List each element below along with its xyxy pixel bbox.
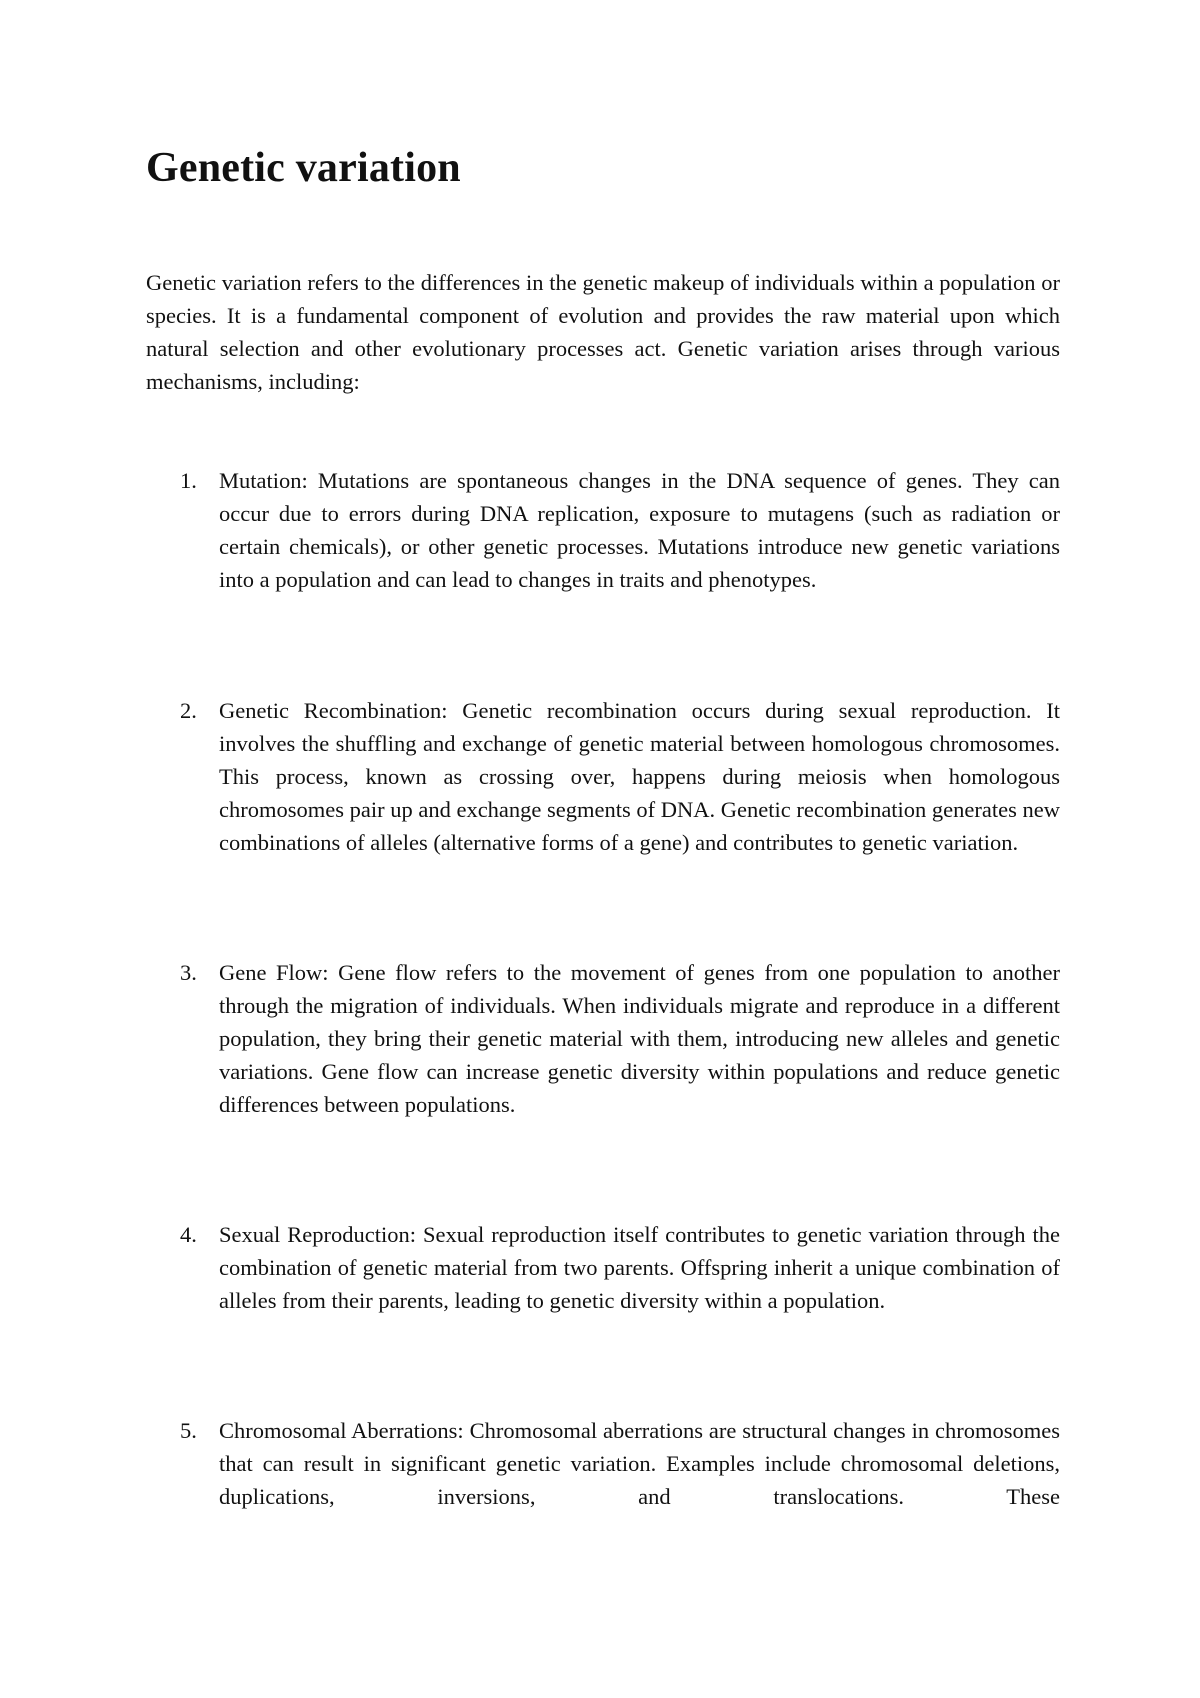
list-item: [146, 1414, 1060, 1513]
list-item-number: 1.: [180, 468, 197, 493]
list-item-number: 5.: [180, 1418, 197, 1443]
list-item-text: Mutation: Mutations are spontaneous changes in the DNA sequence of genes. They can occur due to errors during DNA replication, exposure to mutagens (such as radiation or certain chemicals), or other genetic processes. Mutations introduce new genetic variations into a population and can lead to changes in traits and phenotypes.: [219, 468, 1060, 592]
list-item-text: Genetic Recombination: Genetic recombination occurs during sexual reproduction. It involves the shuffling and exchange of genetic material between homologous chromosomes. This process, known as crossing over, happens during meiosis when homologous chromosomes pair up and exchange segments of DNA. Genetic recombination generates new combinations of alleles (alternative forms of a gene) and contributes to genetic variation.: [219, 698, 1060, 855]
list-item-text: Sexual Reproduction: Sexual reproduction itself contributes to genetic variation through the combination of genetic material from two parents. Offspring inherit a unique combination of alleles from their parents, leading to genetic diversity within a population.: [219, 1222, 1060, 1313]
list-item: [146, 1218, 1060, 1317]
intro-paragraph: Genetic variation refers to the differences in the genetic makeup of individuals within a population or species. It is a fundamental component of evolution and provides the raw material upon which natural selection and other evolutionary processes act. Genetic variation arises through various mechanisms, including:: [146, 270, 1060, 394]
list-item-number: 3.: [180, 960, 197, 985]
list-item-text: Gene Flow: Gene flow refers to the movement of genes from one population to another through the migration of individuals. When individuals migrate and reproduce in a different population, they bring their genetic material with them, introducing new alleles and genetic variations. Gene flow can increase genetic diversity within populations and reduce genetic differences between populations.: [219, 960, 1060, 1117]
list-item-number: 4.: [180, 1222, 197, 1247]
list-item-text: Chromosomal Aberrations: Chromosomal aberrations are structural changes in chromosomes that can result in significant genetic variation. Examples include chromosomal deletions, duplications, inversions, and translocations. These: [219, 1418, 1060, 1509]
list-item: [146, 464, 1060, 596]
list-item: [146, 694, 1060, 859]
page-title: Genetic variation: [146, 145, 461, 191]
list-item: [146, 956, 1060, 1121]
list-item-number: 2.: [180, 698, 197, 723]
